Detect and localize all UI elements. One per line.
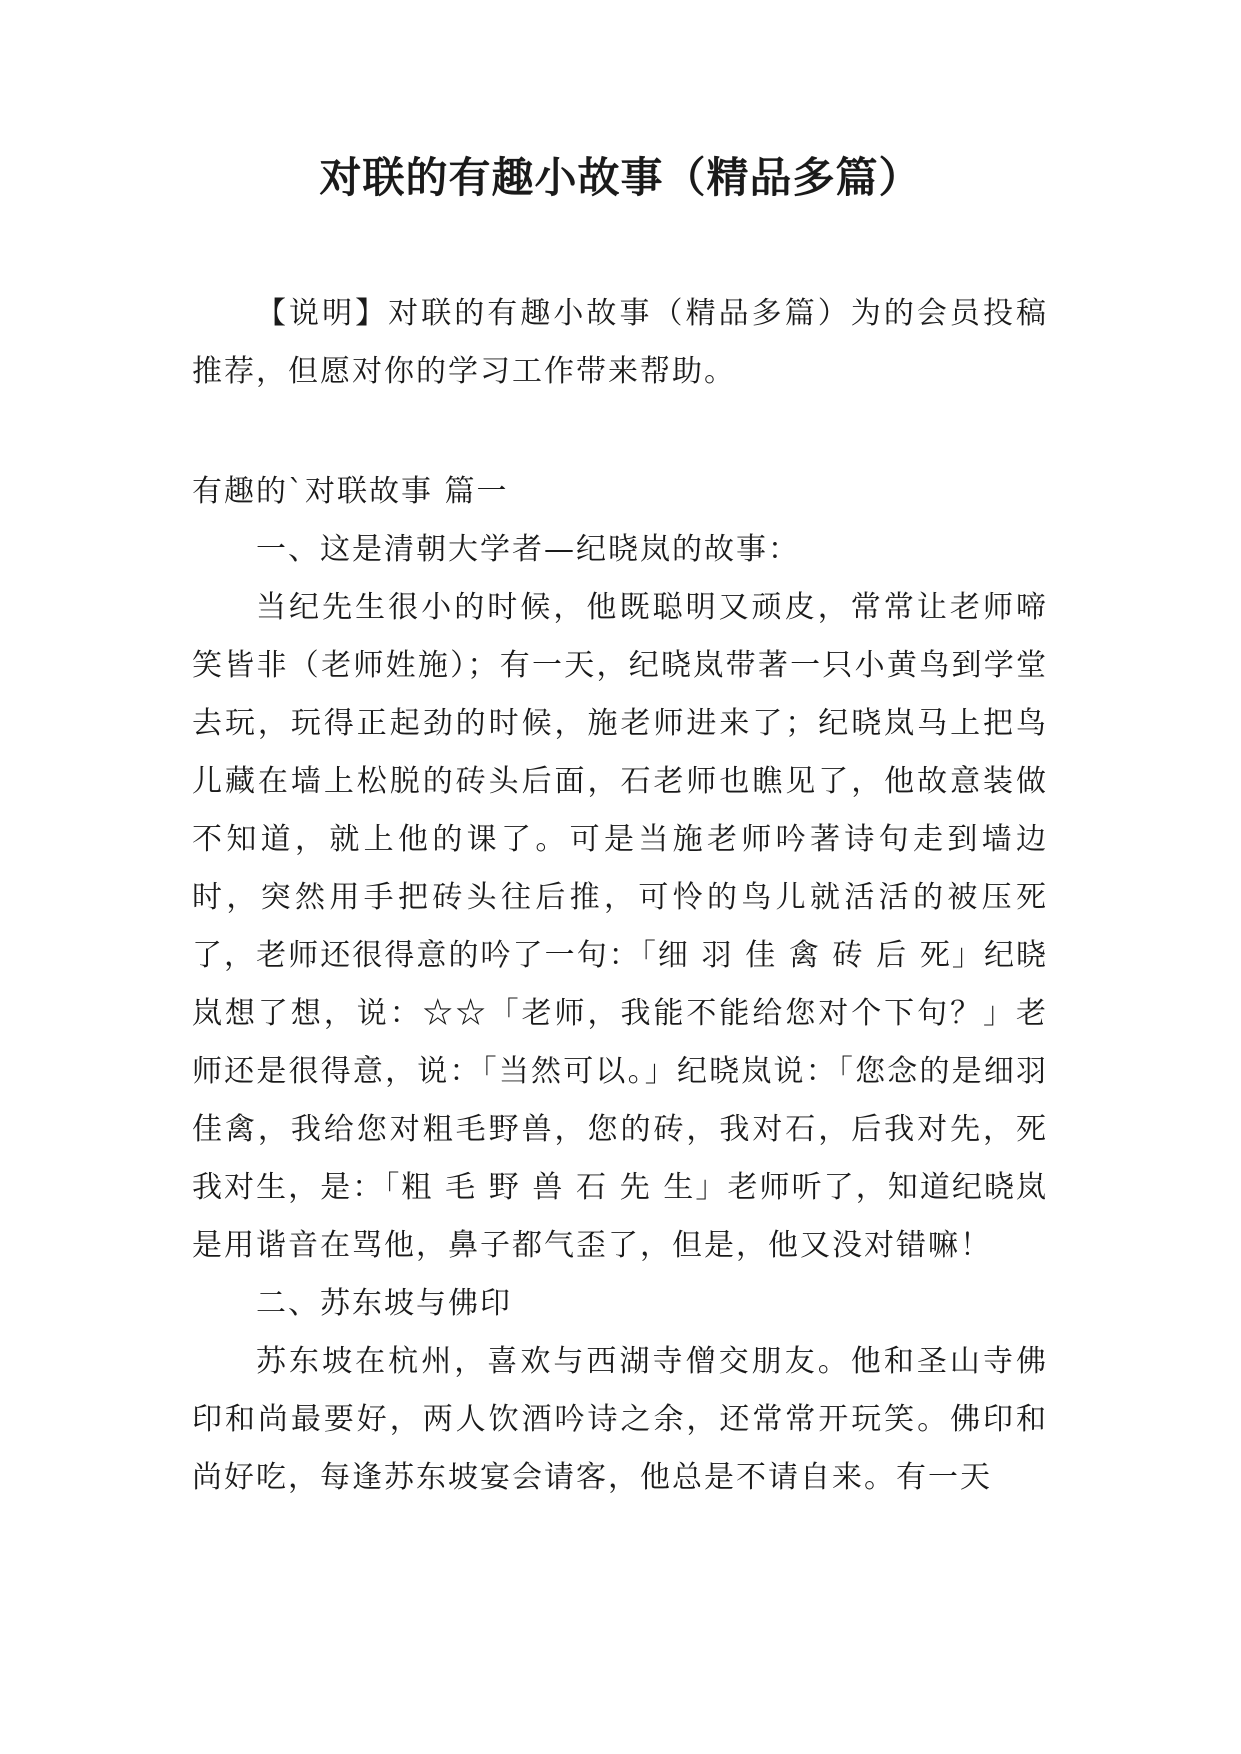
intro-paragraph: 【说明】对联的有趣小故事（精品多篇）为的会员投稿推荐，但愿对你的学习工作带来帮助。 <box>192 296 1048 389</box>
story1-heading: 一、这是清朝大学者—纪晓岚的故事： <box>256 532 800 567</box>
story2-heading: 二、苏东坡与佛印 <box>256 1286 512 1321</box>
story1-paragraph: 当纪先生很小的时候，他既聪明又顽皮，常常让老师啼笑皆非（老师姓施）；有一天，纪晓岚带著一只小黄鸟到学堂去玩，玩得正起劲的时候，施老师进来了；纪晓岚马上把鸟儿藏在墙上松脱的砖头后面，石老师也瞧见了，他故意装做不知道，就上他的课了。可是当施老师吟著诗句走到墙边时，突然用手把砖头往后推，可怜的鸟儿就活活的被压死了，老师还很得意的吟了一句：「细 羽 佳 禽 砖 后 死」纪晓岚想了想，说：☆☆「老师，我能不能给您对个下句？」老师还是很得意，说：「当然可以。」纪晓岚说：「您念的是细羽佳禽，我给您对粗毛野兽，您的砖，我对石，后我对先，死我对生，是：「粗 毛 野 兽 石 先 生」老师听了，知道纪晓岚是用谐音在骂他，鼻子都气歪了，但是，他又没对错嘛！ <box>192 590 1048 1263</box>
document-body <box>192 285 1048 1507</box>
document-title: 对联的有趣小故事（精品多篇） <box>319 153 922 202</box>
section-heading: 有趣的`对联故事 篇一 <box>192 474 509 509</box>
story2-paragraph: 苏东坡在杭州，喜欢与西湖寺僧交朋友。他和圣山寺佛印和尚最要好，两人饮酒吟诗之余，还常常开玩笑。佛印和尚好吃，每逢苏东坡宴会请客，他总是不请自来。有一天 <box>192 1344 1048 1495</box>
